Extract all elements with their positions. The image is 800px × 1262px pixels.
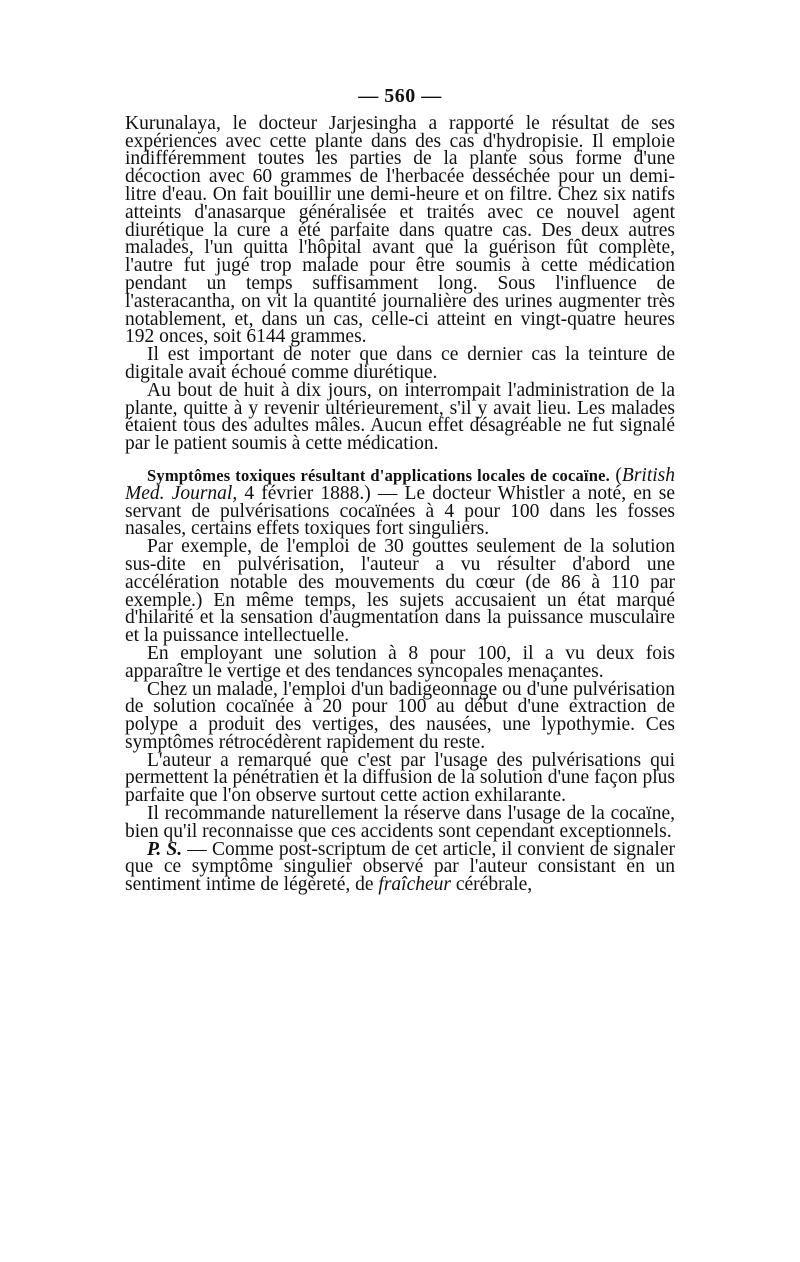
section-heading-paragraph [125,464,676,540]
page-number: — 560 — [358,85,442,107]
postscript-text: — Comme post-scriptum de cet article, il convient de signaler que ce symptôme singulier observé par l'auteur consistant en un sentiment intime de légèreté, de [125,838,675,896]
paragraph-2: Il est important de noter que dans ce dernier cas la teinture de digitale avait échoué comme diurétique. [125,344,675,383]
paragraph-4: Par exemple, de l'emploi de 30 gouttes seulement de la solution sus-dite en pulvérisation, l'auteur a vu résulter d'abord une accélération notable des mouvements du cœur (de 86 à 110 par exemple.) En même temps, les sujets accusaient un état marqué d'hilarité et la sensation d'augmentation dans la puissance musculaire et la puissance intellectuelle. [125,536,675,647]
source-date: 4 février 1888.) [244,482,371,504]
paragraph-3: Au bout de huit à dix jours, on interrompait l'administration de la plante, quitte à y revenir ultérieurement, s'il y avait lieu. Les malades étaient tous des adultes mâles. Aucun effet désagréable ne fut signalé par le patient soumis à cette médication. [125,379,675,455]
document-page [125,85,676,896]
source-journal: British Med. Journal, [125,464,675,504]
paragraph-6: Chez un malade, l'emploi d'un badigeonnage ou d'une pulvérisation de solution cocaïnée à 20 pour 100 au début d'une extraction de polype a produit des vertiges, des nausées, une lypothymie. Ces symptômes rétrocédèrent rapidement du reste. [125,678,675,753]
postscript-text-end: cérébrale, [450,874,533,896]
paragraph-8: Il recommande naturellement la réserve dans l'usage de la cocaïne, bien qu'il reconnaisse que ces accidents sont cependant exceptionnels. [125,803,675,842]
postscript-label: P. S. [147,838,183,860]
source-open: ( [615,464,622,486]
postscript-paragraph [125,838,675,896]
paragraph-5: En employant une solution à 8 pour 100, il a vu deux fois apparaître le vertige et des tendances syncopales menaçantes. [125,642,675,682]
paragraph-1: Kurunalaya, le docteur Jarjesingha a rapporté le résultat de ses expériences avec cette plante dans des cas d'hydropisie. Il emploie indifféremment toutes les parties de la plante sous forme d'une décoction avec 60 grammes de l'herbacée desséchée pour un demi-litre d'eau. On fait bouillir une demi-heure et on filtre. Chez six natifs atteints d'anasarque généralisée et traités avec ce nouvel agent diurétique la cure a été parfaite dans quatre cas. Des deux autres malades, l'un quitta l'hôpital avant que la guérison fût complète, l'autre fut jugé trop malade pour être soumis à cette médication pendant un temps suffisamment long. Sous l'influence de l'asteracantha, on vit la quantité journalière des urines augmenter très notablement, et, dans un cas, celle-ci atteint en vingt-quatre heures 192 onces, soit 6144 grammes. [125,112,675,348]
postscript-italic-word: fraîcheur [378,874,451,896]
section-heading: Symptômes toxiques résultant d'applications locales de cocaïne. [147,465,610,485]
paragraph-7: L'auteur a remarqué que c'est par l'usage des pulvérisations qui permettent la pénétratien et la diffusion de la solution d'une façon plus parfaite que l'on observe surtout cette action exhilarante. [125,749,675,807]
section-intro: — Le docteur Whistler a noté, en se servant de pulvérisations cocaïnées à 4 pour 100 dans les fosses nasales, certains effets toxiques fort singuliers. [125,482,676,540]
